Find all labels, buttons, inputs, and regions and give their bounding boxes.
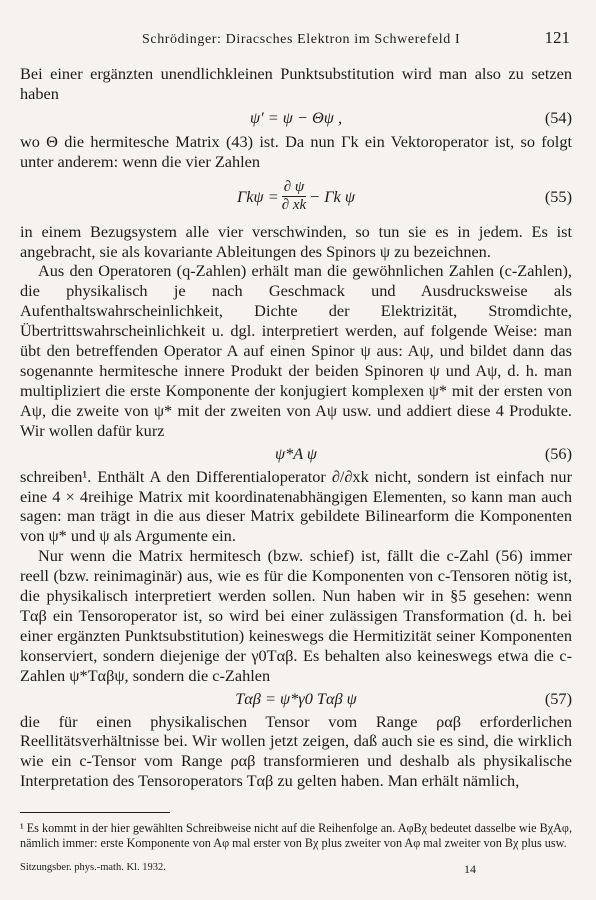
paragraph: Bei einer ergänzten unendlichkleinen Punktsubstitution wird man also zu setzen haben: [20, 64, 572, 103]
signature-mark: 14: [464, 862, 476, 876]
footnote: ¹ Es kommt in der hier gewählten Schreibweise nicht auf die Reihenfolge an. AφBχ bedeutet dasselbe wie BχAφ, nämlich immer: erste Komponente von Aφ mal erster von Bχ plus zweiter von Aφ mal zweiter von Bχ plus usw.: [20, 821, 572, 850]
paragraph: Aus den Operatoren (q-Zahlen) erhält man die gewöhnlichen Zahlen (c-Zahlen), die physikalisch je nach Geschmack und Ausdrucksweise als Aufenthaltswahrscheinlichkeit, Dichte der Elektrizität, Stromdichte, Übertrittswahrscheinlichkeit u. dgl. interpretiert werden, auf folgende Weise: man übt den betreffenden Operator A auf einen Spinor ψ aus: Aψ, und bildet dann das sogenannte hermitesche innere Produkt der beiden Spinoren ψ und Aψ, d. h. man multipliziert die erste Komponente der konjugiert komplexen ψ* mit der ersten von Aψ, die zweite von ψ* mit der zweiten von Aψ usw. und addiert diese 4 Produkte. Wir wollen dafür kurz: [20, 261, 572, 440]
page-footer: [20, 862, 572, 877]
running-header: [20, 28, 572, 48]
paragraph: in einem Bezugsystem alle vier verschwinden, so tun sie es in jedem. Es ist angebracht, sie als kovariante Ableitungen des Spinors ψ zu bezeichnen.: [20, 221, 572, 261]
equation-57: Tαβ = ψ*γ0 Tαβ ψ (57): [235, 688, 572, 708]
body-text: [20, 64, 572, 791]
fraction: $\frac{\partial \psi}{\partial xk}$: [281, 179, 307, 214]
equation-55: Γkψ = $\frac{\partial \psi}{\partial xk}$ − Γk ψ (55): [237, 179, 572, 214]
paragraph: schreiben¹. Enthält A den Differentialoperator ∂/∂xk nicht, sondern ist einfach nur eine 4 × 4reihige Matrix mit koordinatenabhängigen Elementen, so kann man auch sagen: man trägt in die aus dieser Matrix gebildete Bilinearform die Komponenten von ψ* und ψ als Argumente ein.: [20, 466, 572, 546]
footnote-rule: [20, 812, 170, 813]
paragraph: Nur wenn die Matrix hermitesch (bzw. schief) ist, fällt die c-Zahl (56) immer reell (bzw. reinimaginär) aus, wie es für die Komponenten von c-Tensoren nötig ist, die physikalisch interpretiert werden sollen. Nun haben wir in §5 gesehen: wenn Tαβ ein Tensoroperator ist, so wird bei einer zulässigen Transformation (d. h. bei einer ergänzten Punktsubstitution) keineswegs die Hermitizität seiner Komponenten konserviert, sondern diejenige der γ0Tαβ. Es behalten also keineswegs etwa die c-Zahlen ψ*Tαβψ, sondern die c-Zahlen: [20, 546, 572, 685]
equation-54: ψ′ = ψ − Θψ , (54): [249, 107, 572, 127]
paragraph: wo Θ die hermitesche Matrix (43) ist. Da nun Γk ein Vektoroperator ist, so folgt unter anderem: wenn die vier Zahlen: [20, 131, 572, 171]
source-line: Sitzungsber. phys.-math. Kl. 1932.: [20, 862, 166, 873]
running-title: Schrödinger: Diracsches Elektron im Schwerefeld I: [142, 32, 461, 47]
footnotes: [20, 812, 572, 851]
equation-56: ψ*A ψ (56): [274, 443, 572, 463]
page-number: 121: [544, 28, 570, 47]
paragraph: die für einen physikalischen Tensor vom Range ραβ erforderlichen Reellitätsverhältnisse bei. Wir wollen jetzt zeigen, daß auch sie es sind, die wirklich wie ein c-Tensor vom Range ραβ transformieren und deshalb als physikalische Interpretation des Tensoroperators Tαβ zu gelten haben. Man erhält nämlich,: [20, 711, 572, 791]
